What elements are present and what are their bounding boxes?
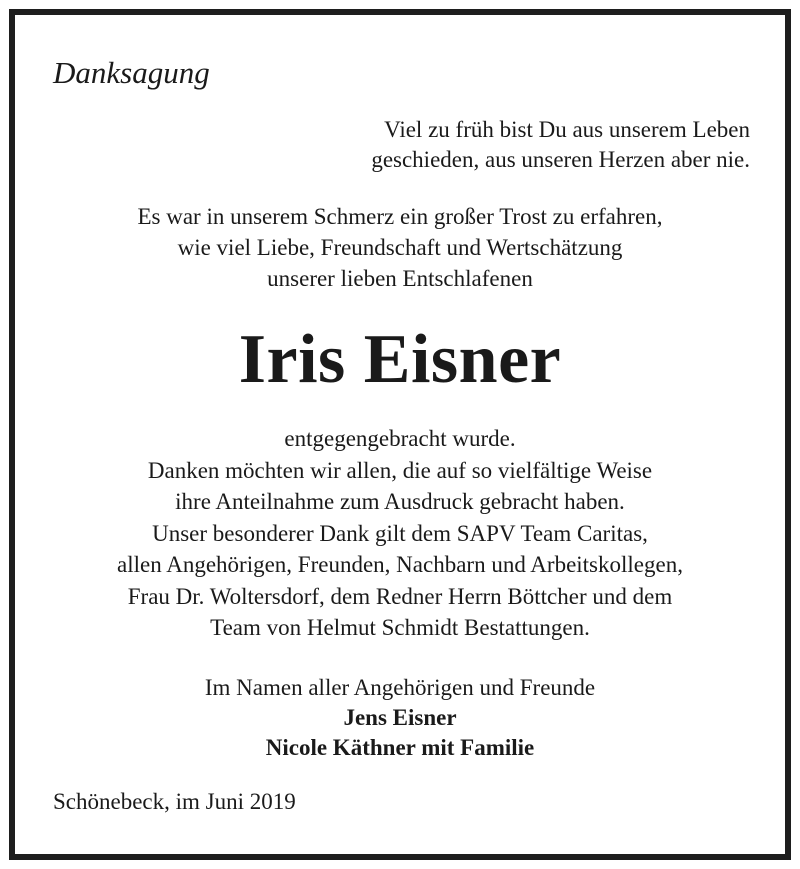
memorial-quote — [371, 115, 750, 175]
signature-block — [15, 673, 785, 763]
intro-line: wie viel Liebe, Freundschaft und Wertschätzung — [177, 235, 623, 260]
intro-line: unserer lieben Entschlafenen — [267, 266, 533, 291]
signatory-name: Nicole Käthner mit Familie — [265, 735, 535, 760]
thanks-line: allen Angehörigen, Freunden, Nachbarn und Arbeitskollegen, — [117, 552, 683, 577]
thanks-paragraph — [15, 423, 785, 644]
thanks-line: Team von Helmut Schmidt Bestattungen. — [210, 615, 590, 640]
intro-paragraph — [15, 201, 785, 294]
quote-line: Viel zu früh bist Du aus unserem Leben — [384, 117, 750, 142]
place-and-date: Schönebeck, im Juni 2019 — [53, 789, 296, 814]
signature-preface: Im Namen aller Angehörigen und Freunde — [204, 675, 596, 700]
signatory-name: Jens Eisner — [343, 705, 457, 730]
notice-heading: Danksagung — [53, 55, 210, 90]
intro-line: Es war in unserem Schmerz ein großer Trost zu erfahren, — [137, 204, 663, 229]
thanks-line: Frau Dr. Woltersdorf, dem Redner Herrn Böttcher und dem — [127, 583, 673, 609]
deceased-name: Iris Eisner — [238, 321, 562, 398]
thanks-line: Unser besonderer Dank gilt dem SAPV Team Caritas, — [152, 520, 648, 546]
thanks-line: entgegengebracht wurde. — [284, 426, 516, 451]
quote-line: geschieden, aus unseren Herzen aber nie. — [371, 147, 750, 172]
thanks-line: ihre Anteilnahme zum Ausdruck gebracht haben. — [175, 489, 625, 514]
obituary-notice-frame — [9, 9, 791, 860]
thanks-line: Danken möchten wir allen, die auf so vielfältige Weise — [147, 457, 653, 483]
